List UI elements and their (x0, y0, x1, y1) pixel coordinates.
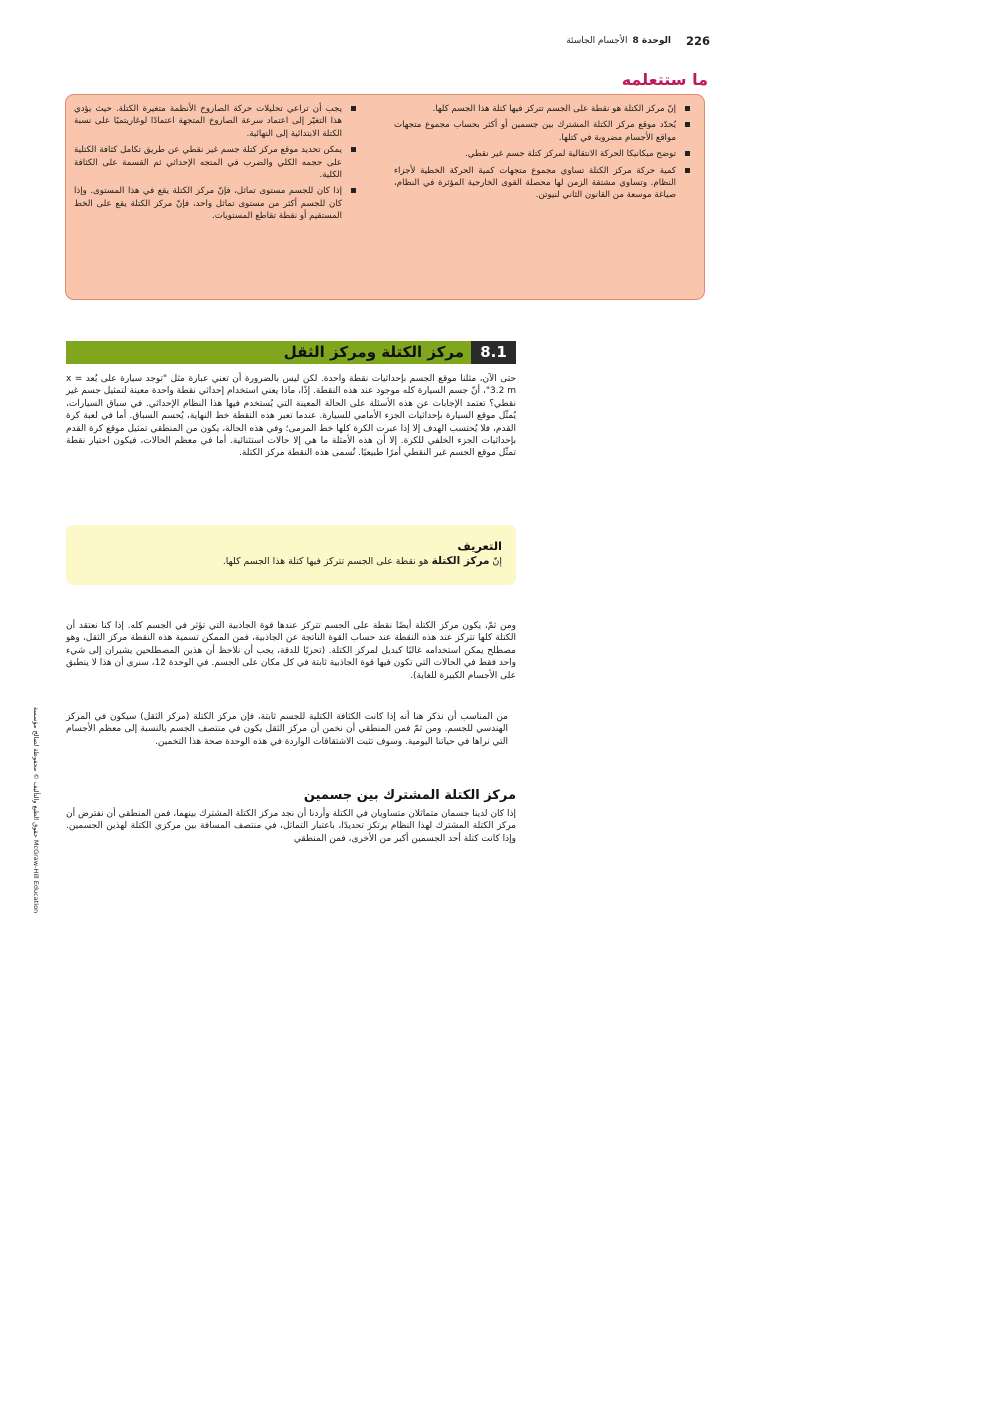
definition-text (80, 555, 502, 567)
objectives-right-column (394, 103, 692, 206)
section-title: مركز الكتلة ومركز الثقل (283, 343, 464, 361)
objectives-left-column (74, 103, 358, 227)
unit-label: الوحدة 8 (632, 36, 671, 46)
objective-item: يمكن تحديد موقع مركز كتلة جسم غير نقطي عن طريق تكامل كثافة الكتلية على حجمه الكلي والضرب في المتجه الإحداثي ثم القسمة على الكثافة الكلية. (74, 144, 358, 181)
what-you-learn-box (65, 94, 705, 300)
definition-body: هو نقطة على الجسم تتركز فيها كتلة هذا الجسم كلها. (222, 556, 429, 567)
unit-title: الأجسام الجاسئة (566, 36, 628, 46)
definition-title: التعريف (457, 539, 502, 553)
section-number: 8.1 (471, 341, 516, 364)
objective-item: إذا كان للجسم مستوى تماثل، فإنّ مركز الكتلة يقع في هذا المستوى. وإذا كان للجسم أكثر من مستوى تماثل واحد، فإنّ مركز الكتلة يقع على الخط المستقيم أو نقطة تقاطع المستويات. (74, 185, 358, 222)
objective-item: يُحدّد موقع مركز الكتلة المشترك بين جسمين أو أكثر بحساب مجموع متجهات مواقع الأجسام مضروبة في كتلها. (394, 119, 692, 144)
intro-paragraph: حتى الآن، مثلنا موقع الجسم بإحداثيات نقطة واحدة. لكن ليس بالضرورة أن تعني عبارة مثل "توجد سيارة على بُعد x = 3.2 m"، أنّ جسم السيارة كله موجود عند هذه النقطة. إذًا، ماذا يعني استخدام إحداثي نقطة واحدة معينة لتمثيل جسم غير نقطي؟ تعتمد الإجابات عن هذه الأسئلة على الحالة المعينة التي يُستخدم فيها هذا النظام الإحداثي. في سباق السيارات، يُمثّل موقع السيارة بإحداثيات الجزء الأمامي للسيارة. عندما تعبر هذه النقطة خط النهاية، يُحسم السباق. أما في لعبة كرة القدم، فلا يُحتسب الهدف إلا إذا عبرت الكرة كلها خط المرمى؛ وفي هذه الحالة، يكون من المنطقي تمثيل موقع كرة القدم بإحداثيات الجزء الخلفي للكرة. إلا أن هذه الأمثلة ما هي إلا حالات استثنائية. أما في معظم الحالات، فيكون اختيار نقطة تمثّل موقع الجسم غير النقطي أمرًا طبيعيًا. تُسمى هذه النقطة مركز الكتلة. (66, 374, 517, 459)
page-number: 226 (685, 34, 710, 48)
copyright-text: حقوق الطبع والتأليف © محفوظة لصالح مؤسسة McGraw-Hill Education (32, 706, 40, 914)
copyright-side-note (29, 700, 43, 920)
objective-item: إنّ مركز الكتلة هو نقطة على الجسم تتركز فيها كتلة هذا الجسم كلها. (394, 103, 692, 115)
geometric-center-paragraph: من المناسب أن نذكر هنا أنه إذا كانت الكثافة الكتلية للجسم ثابتة، فإن مركز الكتلة (مركز الثقل) سيكون في المركز الهندسي للجسم. ومن ثمّ فمن المنطقي أن نخمن أن مركز الثقل يكون في منتصف الجسم بالنسبة إلى معظم الأجسام التي نراها في حياتنا اليومية. وسوف تثبت الاشتقاقات الواردة في هذه الوحدة صحة هذا التخمين. (66, 712, 508, 747)
subsection-heading: مركز الكتلة المشترك بين جسمين (303, 788, 516, 803)
section-heading-bar (66, 341, 516, 364)
definition-box (66, 525, 516, 585)
what-you-learn-title: ما ستتعلمه (621, 70, 708, 89)
objective-item: توضح ميكانيكا الحركة الانتقالية لمركز كتلة جسم غير نقطي. (394, 148, 692, 160)
definition-prefix: إنّ (492, 556, 502, 567)
center-of-gravity-paragraph: ومن ثمّ، يكون مركز الكتلة أيضًا نقطة على الجسم تتركز عندها قوة الجاذبية التي تؤثر في الجسم كله. إذا كنا نعتقد أن الكتلة كلها تتركز عند هذه النقطة عند حساب القوة الناتجة عن الجاذبية، فمن الممكن تسمية هذه النقطة مركز الثقل، وهو مصطلح يمكن استخدامه غالبًا كبديل لمركز الكتلة. (تحريًا للدقة، يجب أن نلاحظ أن هذين المصطلحين يشيران إلى شيء واحد فقط في الحالات التي تكون فيها قوة الجاذبية ثابتة في كل مكان على الجسم. في الوحدة 12، سنرى أن هذا لا ينطبق على الأجسام الكبيرة للغاية). (66, 621, 517, 681)
objective-item: كمية حركة مركز الكتلة تساوي مجموع متجهات كمية الحركة الخطية لأجزاء النظام. وتساوي مشتقة الزمن لها محصلة القوى الخارجية المؤثرة في النظام، صياغة موسعة من القانون الثاني لنيوتن. (394, 165, 692, 202)
definition-term: مركز الكتلة (431, 555, 490, 567)
objective-item: يجب أن تراعي تحليلات حركة الصاروخ الأنظمة متغيرة الكتلة. حيث يؤدي هذا التغيّر إلى اعتماد سرعة الصاروخ المتجهة اعتمادًا لوغاريتميًا على نسبة الكتلة الابتدائية إلى النهائية. (74, 103, 358, 140)
two-bodies-paragraph: إذا كان لدينا جسمان متماثلان متساويان في الكتلة وأردنا أن نجد مركز الكتلة المشترك بينهما، فمن المنطقي أن نفترض أن مركز الكتلة المشترك لهذا النظام يرتكز تحديدًا، باعتبار التماثل، في منتصف المسافة بين مركزي الكتلة لهذين الجسمين. وإذا كانت كتلة أحد الجسمين أكبر من الأخرى، فمن المنطقي (66, 809, 516, 844)
running-header (540, 33, 710, 49)
